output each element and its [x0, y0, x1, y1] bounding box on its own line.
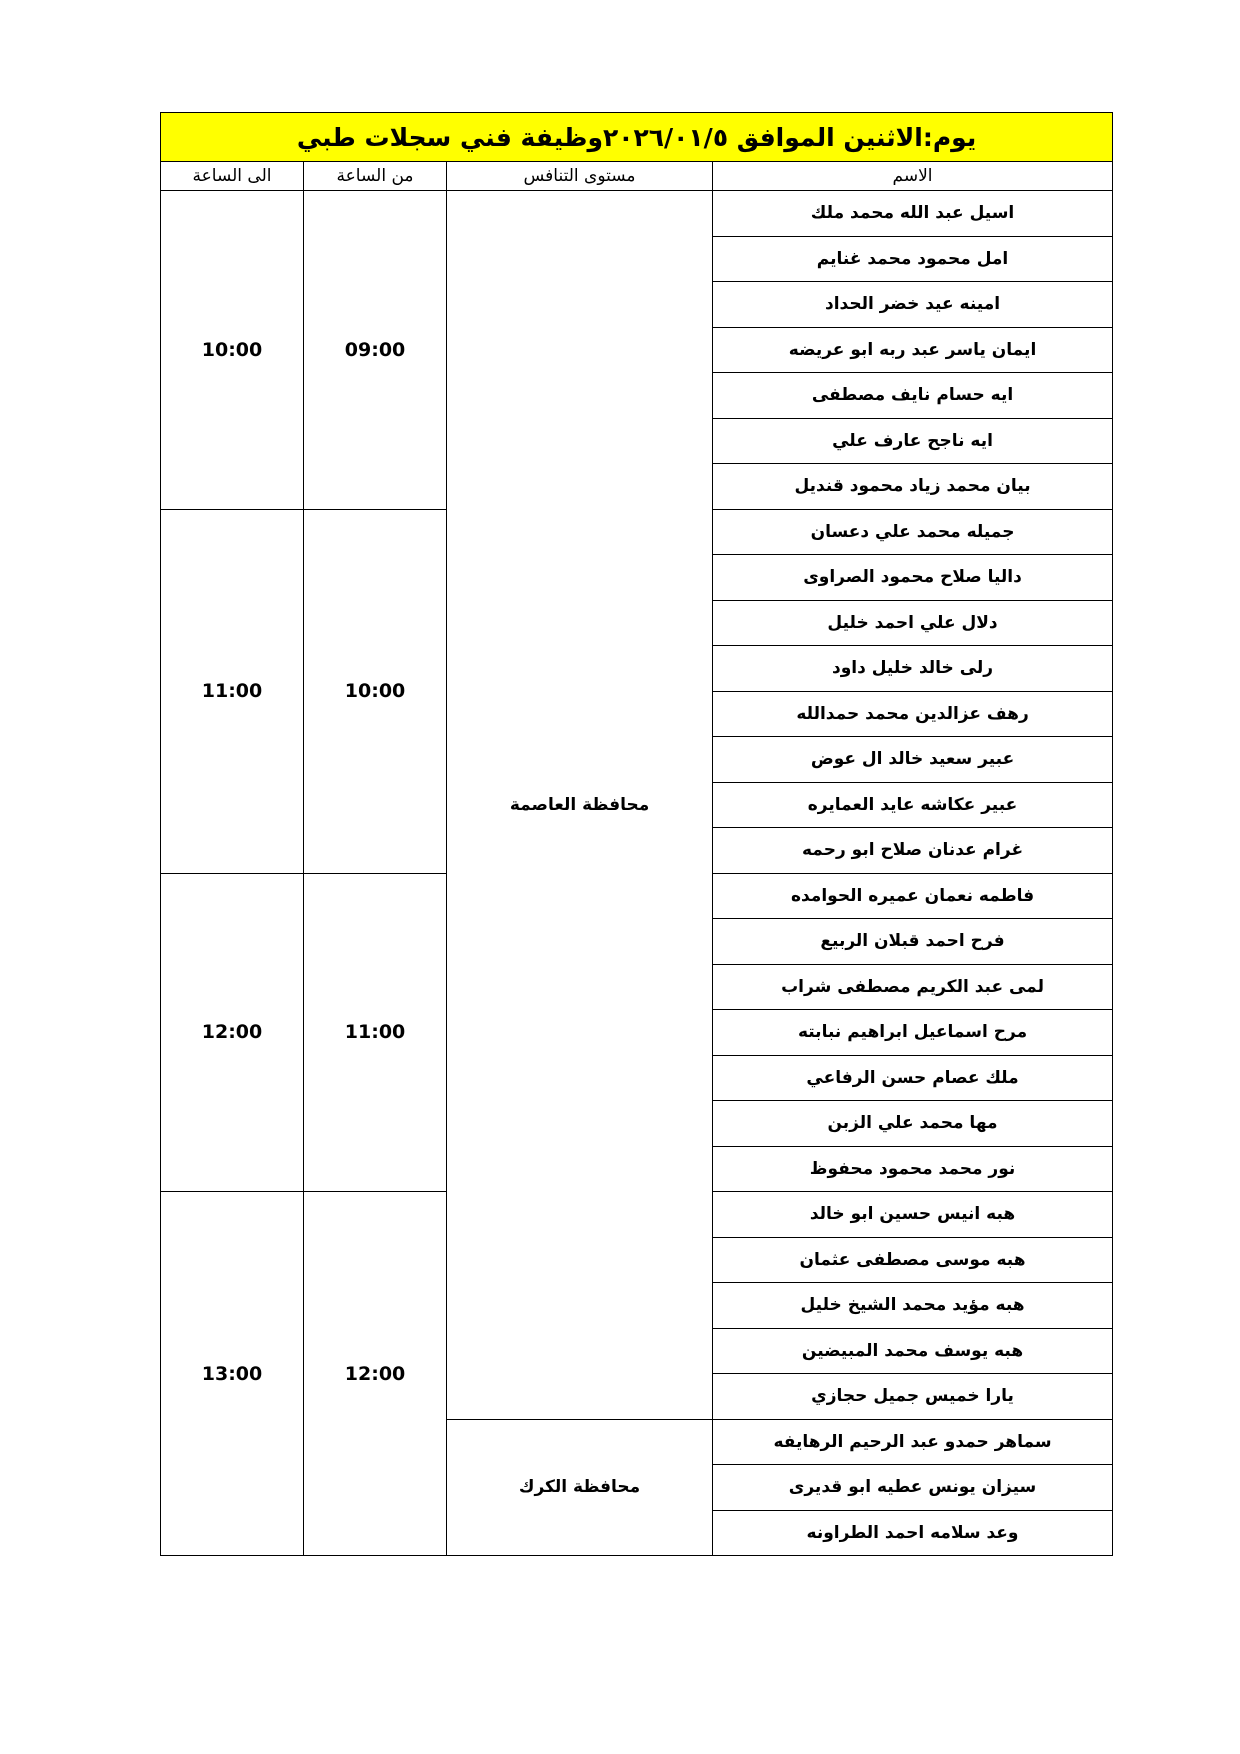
from-time: 10:00: [304, 509, 447, 873]
candidate-name: اسيل عبد الله محمد ملك: [713, 191, 1113, 237]
candidate-name: نور محمد محمود محفوظ: [713, 1146, 1113, 1192]
candidate-name: رلى خالد خليل داود: [713, 646, 1113, 692]
candidate-name: مها محمد علي الزبن: [713, 1101, 1113, 1147]
candidate-name: هبه انيس حسين ابو خالد: [713, 1192, 1113, 1238]
candidate-name: ايه ناجح عارف علي: [713, 418, 1113, 464]
to-time: 11:00: [161, 509, 304, 873]
candidate-name: بيان محمد زياد محمود قنديل: [713, 464, 1113, 510]
candidate-name: ايه حسام نايف مصطفى: [713, 373, 1113, 419]
candidate-name: امل محمود محمد غنايم: [713, 236, 1113, 282]
schedule-table: [160, 112, 1113, 1556]
candidate-name: لمى عبد الكريم مصطفى شراب: [713, 964, 1113, 1010]
to-time: 13:00: [161, 1192, 304, 1556]
from-time: 11:00: [304, 873, 447, 1192]
header-to: الى الساعة: [161, 162, 304, 191]
candidate-name: فاطمه نعمان عميره الحوامده: [713, 873, 1113, 919]
level-cell: محافظة الكرك: [447, 1419, 713, 1556]
page-title: يوم:الاثنين الموافق ٢٠٢٦/٠١/٥وظيفة فني سجلات طبي: [161, 113, 1113, 162]
candidate-name: سيزان يونس عطيه ابو قديرى: [713, 1465, 1113, 1511]
from-time: 12:00: [304, 1192, 447, 1556]
candidate-name: هبه مؤيد محمد الشيخ خليل: [713, 1283, 1113, 1329]
candidate-name: دلال علي احمد خليل: [713, 600, 1113, 646]
candidate-name: جميله محمد علي دعسان: [713, 509, 1113, 555]
candidate-name: رهف عزالدين محمد حمدالله: [713, 691, 1113, 737]
level-cell: محافظة العاصمة: [447, 191, 713, 1420]
title-row: [161, 113, 1113, 162]
header-from: من الساعة: [304, 162, 447, 191]
table-row: [161, 191, 1113, 237]
candidate-name: عبير سعيد خالد ال عوض: [713, 737, 1113, 783]
candidate-name: وعد سلامه احمد الطراونه: [713, 1510, 1113, 1556]
candidate-name: فرح احمد قبلان الربيع: [713, 919, 1113, 965]
candidate-name: هبه يوسف محمد المبيضين: [713, 1328, 1113, 1374]
candidate-name: مرح اسماعيل ابراهيم نبابته: [713, 1010, 1113, 1056]
candidate-name: هبه موسى مصطفى عثمان: [713, 1237, 1113, 1283]
candidate-name: ايمان ياسر عبد ربه ابو عريضه: [713, 327, 1113, 373]
candidate-name: سماهر حمدو عبد الرحيم الرهايفه: [713, 1419, 1113, 1465]
header-name: الاسم: [713, 162, 1113, 191]
header-row: [161, 162, 1113, 191]
candidate-name: داليا صلاح محمود الصراوى: [713, 555, 1113, 601]
header-level: مستوى التنافس: [447, 162, 713, 191]
to-time: 12:00: [161, 873, 304, 1192]
candidate-name: ملك عصام حسن الرفاعي: [713, 1055, 1113, 1101]
candidate-name: عبير عكاشه عايد العمايره: [713, 782, 1113, 828]
to-time: 10:00: [161, 191, 304, 510]
from-time: 09:00: [304, 191, 447, 510]
candidate-name: غرام عدنان صلاح ابو رحمه: [713, 828, 1113, 874]
candidate-name: يارا خميس جميل حجازي: [713, 1374, 1113, 1420]
candidate-name: امينه عيد خضر الحداد: [713, 282, 1113, 328]
